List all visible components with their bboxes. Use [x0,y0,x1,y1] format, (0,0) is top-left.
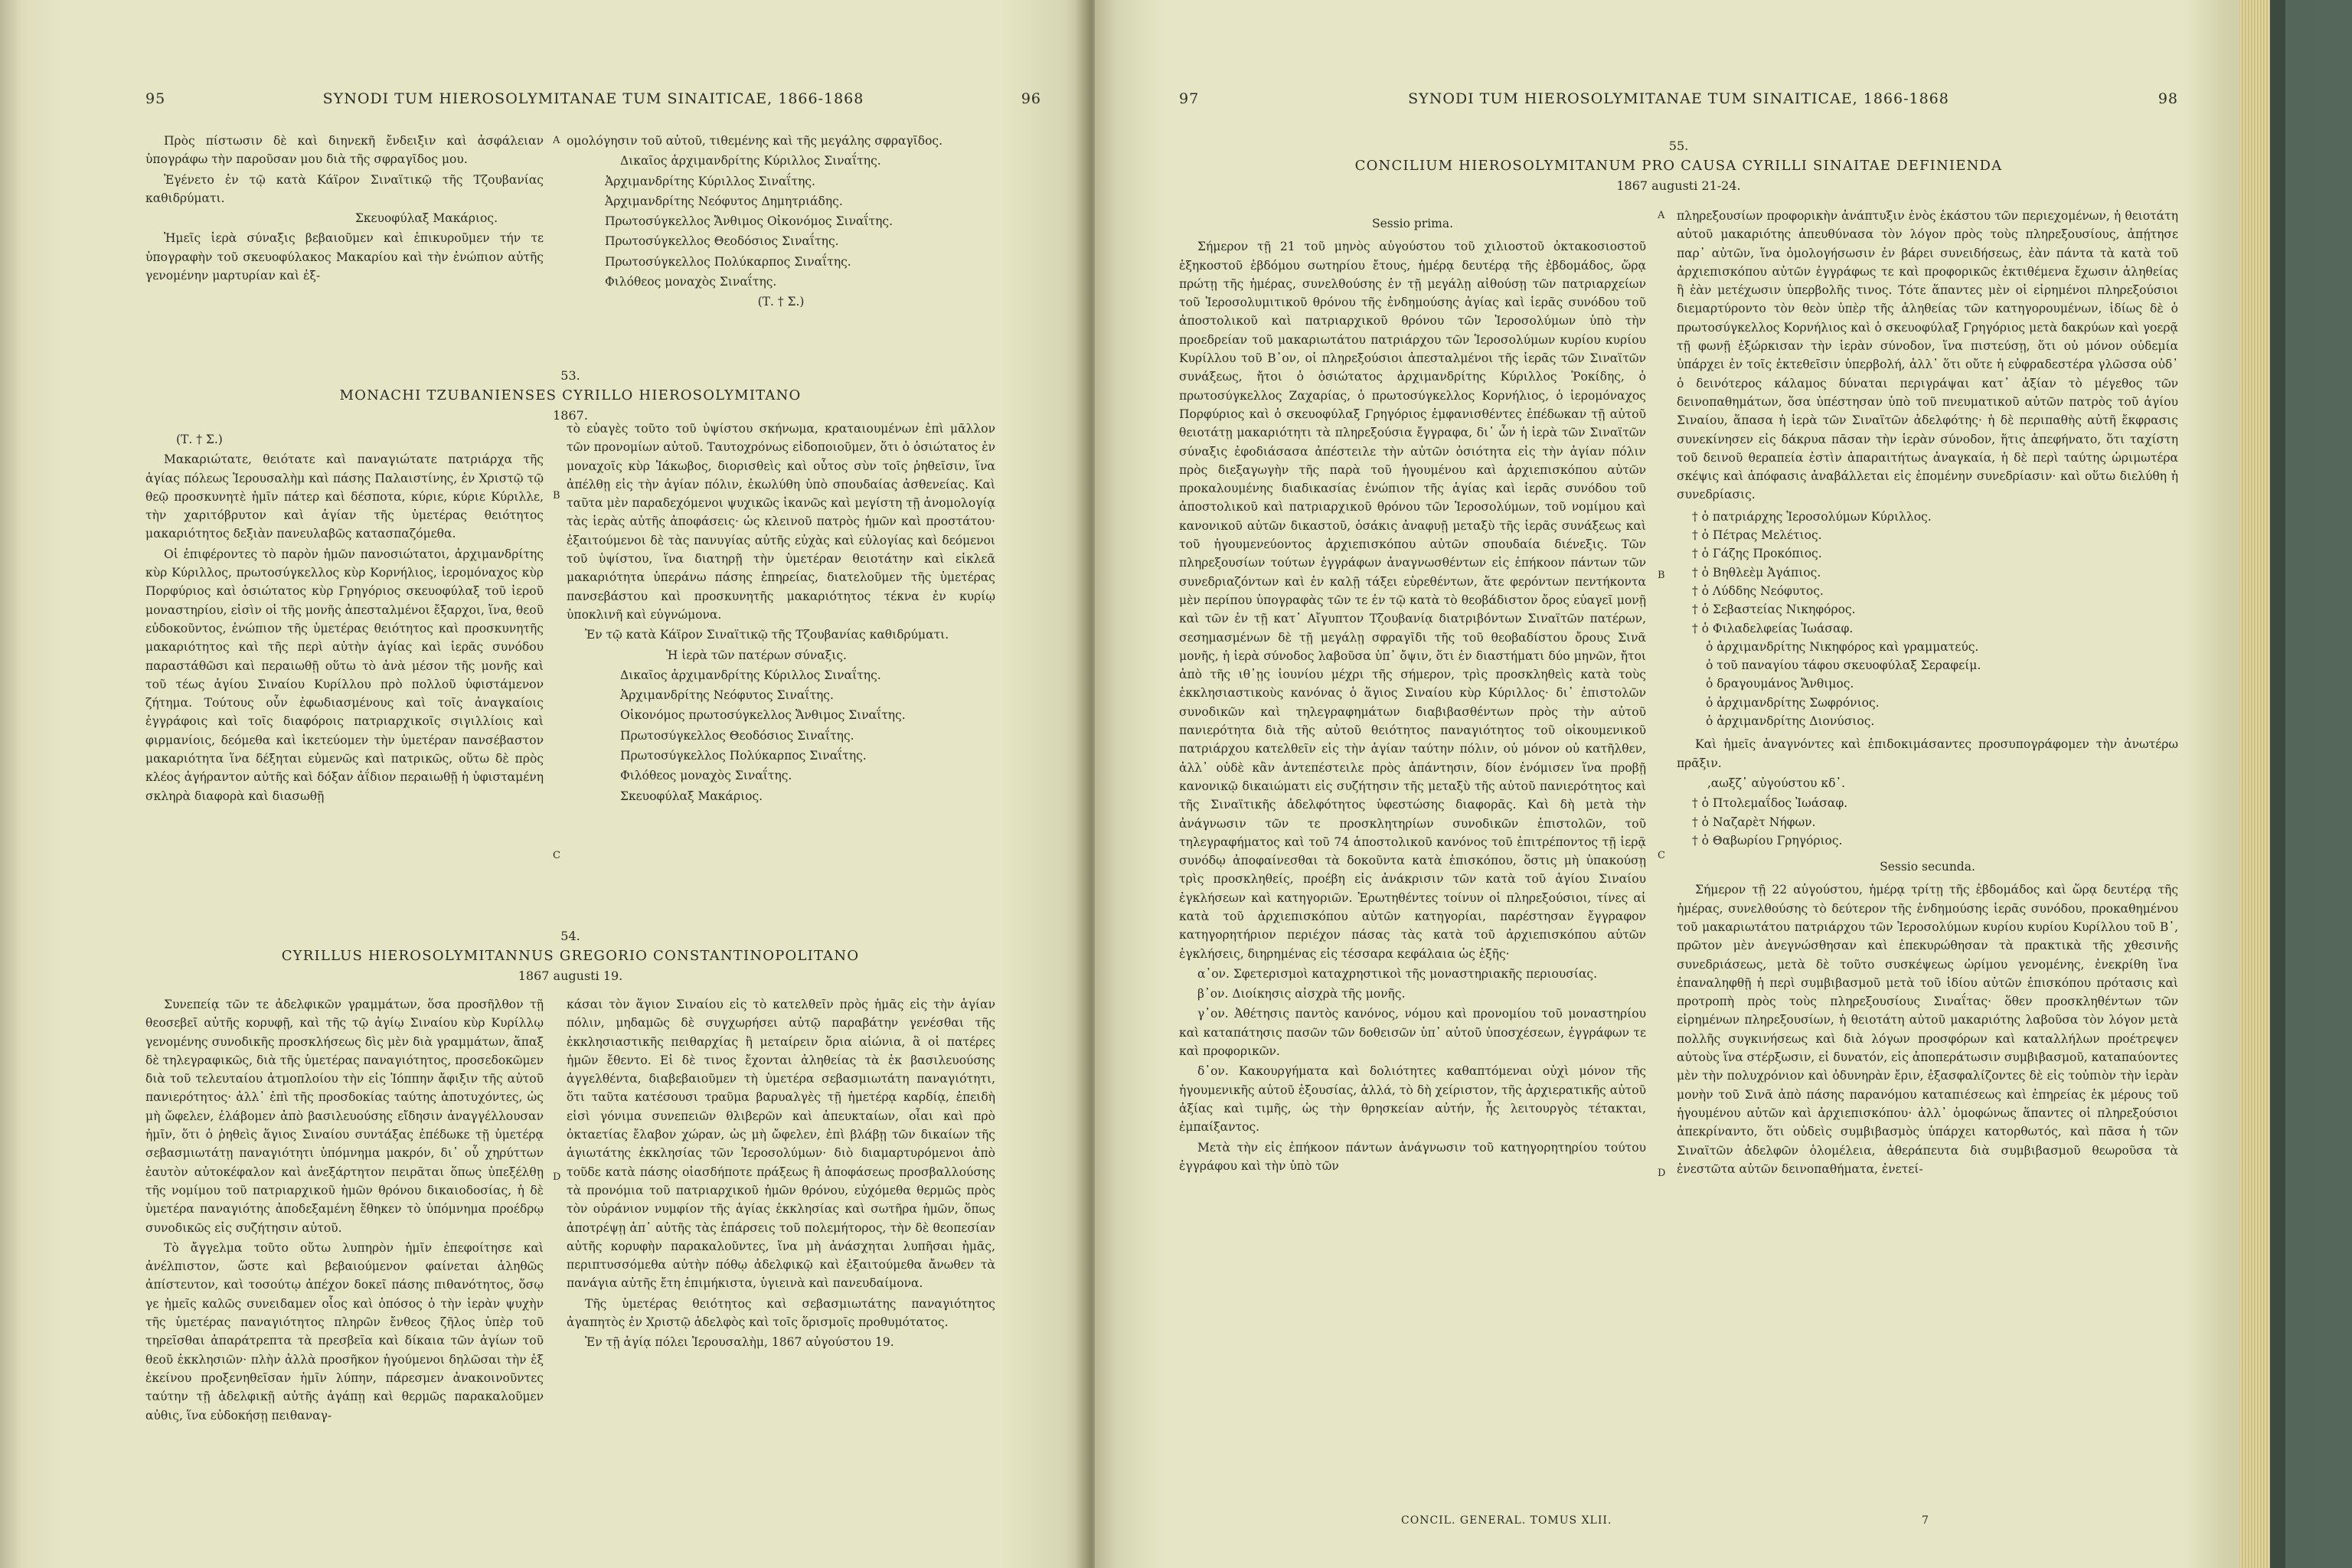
signature-line: Ἀρχιμανδρίτης Νεόφυτος Σιναΐτης. [620,688,834,703]
signatory: † ὁ Βηθλεὲμ Ἀγάπιος. [1692,565,1821,580]
document-date: 1867 augusti 19. [518,969,623,983]
signatory: † ὁ Λύδδης Νεόφυτος. [1692,583,1824,598]
paragraph: Τῆς ὑμετέρας θειότητος καὶ σεβασμιωτάτης παναγιότητος ἀγαπητὸς ἐν Χριστῷ ἀδελφὸς καὶ τοῖς ὅρισμοῖς προθυμότατος. [567,1296,995,1330]
paragraph: Συνεπείᾳ τῶν τε ἀδελφικῶν γραμμάτων, ὅσα προσῆλθον τῇ θεοσεβεῖ αὐτῆς κορυφῇ, καὶ τῆς τῷ ἁγίῳ Σιναίου κὺρ Κυρίλλῳ γενομένης συνοδικῆς προσκλήσεως δὶς μὲν διὰ γραμμάτων, ἅπαξ δὲ τηλεγραφικῶς, διὰ τῆς ὑμετέρας παναγιότητος, προσεδοκῶμεν διὰ τοῦ τελευταίου ἀτμοπλοίου τὴν εἰς Ἰόππην ἄφιξιν τῆς αὐτοῦ πανιερότητος· ἀλλ᾽ ἐπὶ τῆς προσδοκίας ταύτης ἀποτυχόντες, ὡς μὴ ὤφελεν, ἐλάβομεν ἀπὸ βασιλευούσης εἴδησιν ἀναγγέλλουσαν ἡμῖν, ὅτι ὁ ῥηθεὶς ἅγιος Σιναίου συντάξας ἐπέδωκε τῇ ὑμετέρᾳ σεβασμιωτάτῃ παναγιότητι ὑπόμνημα μακρόν, δι᾽ οὗ χηρύττων ἑαυτὸν αὐτοκέφαλον καὶ ἀνεξάρτητον πειρᾶται ὅπως ὑπεξέλθῃ τῆς νομίμου τοῦ πατριαρχικοῦ ἡμῶν θρόνου δικαιοδοσίας, ἡ δὲ ὑμετέρα παναγιότης ἀποδεξαμένη ἔθηκεν τὸ ὑπόμνημα προέδρῳ συνοδικῶς εἰς συζήτησιν αὐτοῦ. [145,998,544,1235]
paragraph: τὸ εὐαγὲς τοῦτο τοῦ ὑψίστου σκήνωμα, κραταιουμένων ἐπὶ μᾶλλον τῶν προνομίων αὐτοῦ. Ταυτοχρόνως εἰδοποιοῦμεν, ὅτι ὁ ὁσιώτατος ἐν μοναχοῖς κὺρ Ἰάκωβος, διορισθεὶς καὶ οὗτος σὺν τοῖς ῥηθεῖσιν, ἵνα ἀπέλθῃ εἰς τὴν ἁγίαν πόλιν, ἐκωλύθη ὑπὸ σπουδαίας ἀσθενείας. Καὶ ταῦτα μὲν παραδεχόμενοι ψυχικῶς ἱκανῶς καὶ μεγίστη τῇ ἀνομολογίᾳ τὰς ἱερὰς αὐτῆς ἀποφάσεις· ὡς κλεινοῦ πατρὸς ἡμῶν καὶ προστάτου· ἐξαιτούμενοι δὲ τὰς πανυγίας αὐτῆς εὐχὰς καὶ εὐλογίας καὶ δεόμενοι τοῦ ὑψίστου, ἵνα διατηρῇ τὴν ὑμετέραν θειοτάτην καὶ εἰκλεᾶ μακαριότητα ὑπεράνω πάσης ἐπηρείας, διατελοῦμεν τῆς ὑμετέρας πανσεβάστου καὶ προσκυνητῆς μακαριότητος τέκνα ἐν κυρίῳ ὑποκλινῆ καὶ εὐγνώμονα. [567,422,995,622]
signatory: † ὁ πατριάρχης Ἱεροσολύμων Κύριλλος. [1692,509,1932,524]
signatory: † ὁ Θαβωρίου Γρηγόριος. [1692,833,1843,848]
list-item: δ᾽ον. Κακουργήματα καὶ δολιότητες καθαπτόμεναι οὐχὶ μόνον τῆς ἡγουμενικῆς αὐτοῦ ἐξουσίας, ἀλλά, τὸ δὴ χείριστον, τῆς ἀρχιερατικῆς αὐτοῦ ἀξίας καὶ τιμῆς, ὡς τὴν θρησκείαν αὐτήν, ἧς λειτουργὸς τέτακται, ἐμπαίξαντος. [1179,1064,1646,1135]
document-heading [145,926,995,986]
column [567,132,995,313]
signature-line: Δικαῖος ἀρχιμανδρίτης Κύριλλος Σιναΐτης. [620,154,881,168]
paragraph: Ἐγένετο ἐν τῷ κατὰ Κάϊρον Σιναϊτικῷ τῆς Τζουβανίας καθιδρύματι. [145,172,544,205]
document-title: CYRILLUS HIEROSOLYMITANNUS GREGORIO CONSTANTINOPOLITANO [281,948,860,964]
right-running-head [1179,90,2178,112]
signature-line: Ἀρχιμανδρίτης Κύριλλος Σιναΐτης. [605,174,815,188]
signature-line: Πρωτοσύγκελλος Θεοδόσιος Σιναΐτης. [620,728,854,743]
column [145,430,544,807]
signatory-list [1677,794,2178,850]
document-number: 55. [1668,139,1689,153]
paragraph: κάσαι τὸν ἅγιον Σιναίου εἰς τὸ κατελθεῖν πρὸς ἡμᾶς εἰς τὴν ἁγίαν πόλιν, μηδαμῶς δὲ συγχωρήσει αὐτῷ παραβάτην γενέσθαι τῆς ἐκκλησιαστικῆς πειθαρχίας ἢ μεταίρειν ὅρια αἰώνια, ἃ οἱ πατέρες ἡμῶν ἔθεντο. Εἰ δὲ τινος ἔχονται ἀληθείας τὰ ἐκ βασιλευούσης ἀγγελθέντα, διαβεβαιοῦμεν τὴ ὑμετέρα σεβασμιωτάτη παναγιότητι, ὅτι ταῦτα κατέσουσι τραῦμα βαρυαλγὲς τῇ ἡμετέρᾳ καρδίᾳ, ἐπειδὴ εἰσὶ γόνιμα συνεπειῶν θλιβερῶν καὶ ἀπευκταίων, οἷαι καὶ πρὸ ὀκταετίας ἔλαβον χώραν, ὡς μὴ ὤφελεν, ἐπὶ βλάβῃ τῶν δικαίων τῆς ἁγιωτάτης ἐκκλησίας τῶν Ἱεροσολύμων· διὸ διαμαρτυρόμενοι ἀπὸ τοῦδε κατὰ πάσης οἱασδήποτε πράξεως ἢ ἀποφάσεως προσβαλλούσης τὰ προνόμια τοῦ πατριαρχικοῦ ἡμῶν θρόνου, εὐχόμεθα θερμῶς πρὸς τὸν οὐράνιον νυμφίον τῆς ἁγίας ἐκκλησίας καὶ σωτῆρα ἡμῶν, ὅπως ἀποτρέψῃ ἀπ᾽ αὐτῆς τὰς ἐπάρσεις τοῦ πολεμήτορος, τὴν δὲ θεοπεσίαν αὐτῆς κορυφὴν παρακαλοῦντες, ἵνα μὴ ἀνάσχηται λυπῆσαι ἡμᾶς, περιπτυσσόμεθα αὐτὴν πόθῳ ἀδελφικῷ καὶ ἐξαιτούμεθα ἄνωθεν τὰ πανάγια αὐτῆς ἔτη ἐπιμήκιστα, ὑγιεινὰ καὶ πανευδαίμονα. [567,998,995,1291]
column [567,420,995,807]
paragraph: Σήμερον τῇ 21 τοῦ μηνὸς αὐγούστου τοῦ χιλιοστοῦ ὀκτακοσιοστοῦ ἑξηκοστοῦ ἑβδόμου σωτηρίου ἔτους, ἡμέρᾳ δευτέρᾳ τῆς ἑβδομάδος, ὥρᾳ πρώτῃ τῆς ἡμέρας, συνελθούσης ἐν τῇ μεγάλῃ αἰθούσῃ τῶν πατριαρχείων τοῦ Ἱεροσολυμιτικοῦ θρόνου τῆς ἐνδημούσης ἁγίας καὶ ἱερᾶς συνόδου τοῦ ἀποστολικοῦ καὶ πατριαρχικοῦ θρόνου τῶν Ἱεροσολύμων ὑπὸ τὴν προεδρείαν τοῦ μακαριωτάτου πατριάρχου τῶν Ἱεροσολύμων κυρίου κυρίου Κυρίλλου τοῦ Β᾽ον, οἱ πληρεξούσιοι ἀπεσταλμένοι τῆς ἱερᾶς τῶν Σιναϊτῶν συνάξεως, ἤτοι ὁ ὁσιώτατος ἀρχιμανδρίτης Κύριλλος Ῥοκίδης, ὁ πρωτοσύγκελλος Ζαχαρίας, ὁ πρωτοσύγκελλος Κορνήλιος, ὁ ἱερομόναχος Πορφύριος καὶ ὁ σκευοφύλαξ Γρηγόριος ἐμφανισθέντες ἐπέδωκαν τῇ αὐτοῦ θειοτάτῃ μακαριότητι τὰ πληρεξούσια ἔγγραφα, δι᾽ ὧν ἡ ἱερὰ τῶν Σιναϊτῶν σύναξις ἐφοδιάσασα ἀπέστειλε τὴν αὐτῶν ὁσιότητα εἰς τὴν ἁγίαν πόλιν πρὸς διεξαγωγὴν τῆς παρὰ τοῦ ἡγουμένου καὶ ἀρχιεπισκόπου αὐτῶν προκαλουμένης διαδικασίας ἐνώπιον τῆς ἁγίας καὶ ἱερᾶς συνόδου τοῦ ἀποστολικοῦ καὶ πατριαρχικοῦ θρόνου τῶν Ἱεροσολύμων, τοῦ νομίμου καὶ κανονικοῦ αὐτῶν δικαστοῦ, ὁσάκις ἀναφυῇ μεταξὺ τῆς ἱερᾶς συνάξεως καὶ τοῦ ἡγουμενεύοντος ἀρχιεπισκόπου αὐτῶν σπουδαία διένεξις. Τῶν πληρεξουσίων τούτων ἐγγράφων ἀναγνωσθέντων εἰς ἐπήκοον πάντων τῶν συνεδριαζόντων καὶ ἐν καλῇ τάξει εὑρεθέντων, ἅτε φερόντων πεντήκοντα μὲν περίπου ὑπογραφὰς τῶν τε ἐν τῷ κατὰ τὸ θεοβάδιστον ὄρος εὐαγεῖ μονῇ καὶ τῶν ἐν τῇ κατ᾽ Αἴγυπτον Τζουβανίᾳ διατριβόντων Σιναϊτῶν πατέρων, σεσημασμένων δὲ τῇ μεγάλῃ σφραγῖδι τῆς τοῦ θεοβαδίστου ὄρους Σινᾶ μονῆς, ἡ ἱερὰ σύνοδος λαβοῦσα ὑπ᾽ ὄψιν, ὅτι ἐν διαστήματι δύο μηνῶν, ἤτοι ἀπὸ τῆς ιθ᾽ῃς ἰουνίου μέχρι τῆς σήμερον, τρὶς προσκληθεὶς κατὰ τοὺς ἐκκλησιαστικοὺς κανόνας ὁ ἅγιος Σιναίου κὺρ Κύριλλος· δι᾽ ἐπιστολῶν συνοδικῶν καὶ τηλεγραφημάτων διαβιβασθέντων πρὸς τὴν αὐτοῦ πανιερότητα διὰ τῆς αὐτοῦ θειότητος παναγιότητος τοῦ οἰκουμενικοῦ πατριάρχου κατελθεῖν εἰς τὴν ἁγίαν ταύτην πόλιν, οὐ μόνον οὐ κατῆλθεν, ἀλλ᾽ οὐδὲ κἂν ἀντεπέστειλε πρὸς ἀπάντησιν, δίον ἐνόμισεν ἵνα προβῇ κανονικῷ δικαιώματι εἰς συζήτησιν τῆς μεταξὺ τῆς αὐτοῦ πανιερότητος καὶ τῆς Σιναϊτικῆς ἀδελφότητος ὑφεστώσης διαφορᾶς. Καὶ δὴ μετὰ τὴν ἀνάγνωσιν τῶν τε προσκλητηρίων συνοδικῶν ἐπιστολῶν, τοῦ τηλεγραφήματος καὶ τοῦ 74 ἀποστολικοῦ κανόνος τοῦ ἐπιτρέποντος τῇ ἱερᾷ συνόδῳ ἀποφαίνεσθαι τὰ δοκοῦντα κατὰ ἐπισκόπου, ὅστις μὴ ὑπακούσῃ τρὶς προσκληθείς, προέβη εἰς ἀνάκρισιν τῶν κατὰ τοῦ ἁγίου Σιναίου ἐγκλήσεων καὶ κατηγοριῶν. Ἐρωτηθέντες τοίνυν οἱ πληρεξούσιοι, τίνες αἱ κατὰ τοῦ ἀρχιεπισκόπου αὐτῶν κατηγορίαι, παρέστησαν ἔγγραφον κατηγορητήριον περιέχον πάσας τὰς κατὰ τοῦ ἀρχιεπισκόπου αὐτῶν ἐγκλήσεις, διηρημένας εἰς τέσσαρα κεφάλαια ὡς ἑξῆς· [1179,240,1646,961]
page-number: 98 [2158,90,2178,107]
signature-line: Φιλόθεος μοναχὸς Σιναΐτης. [620,769,792,783]
left-running-head [145,90,1041,112]
paragraph: ομολόγησιν τοῦ αὐτοῦ, τιθεμένης καὶ τῆς μεγάλης σφραγῖδος. [567,134,943,148]
column [1179,214,1646,1177]
signatory: † ὁ Ναζαρὲτ Νήφων. [1692,815,1816,829]
document-number: 53. [560,368,580,383]
paragraph: Ἐν τῇ ἁγίᾳ πόλει Ἱερουσαλὴμ, 1867 αὐγούστου 19. [585,1335,894,1350]
document-number: 54. [560,929,580,943]
list-item: γ᾽ον. Ἀθέτησις παντὸς κανόνος, νόμου καὶ προνομίου τοῦ μοναστηρίου καὶ καταπάτησις πασῶν τῶν δοθεισῶν ὑπ᾽ αὐτοῦ ὑποσχέσεων, ἐγγράφων τε καὶ προφορικῶν. [1179,1007,1646,1059]
paragraph: Οἱ ἐπιφέροντες τὸ παρὸν ἡμῶν πανοσιώτατοι, ἀρχιμανδρίτης κὺρ Κύριλλος, πρωτοσύγκελλος κὺρ Κορνήλιος, ἱερομόναχος κὺρ Πορφύριος καὶ ὁσιώτατος κὺρ Γρηγόριος σκευοφύλαξ τοῦ ἱεροῦ μοναστηρίου, εἰσὶν οἱ τῆς μονῆς ἀπεσταλμένοι ἔξαρχοι, ἵνα, θεοῦ εὐδοκοῦντος, ἐνώπιον τῆς ὑμετέρας θειότητος καὶ προσκυνητῆς μακαριότητος καὶ τῆς περὶ αὐτὴν ἁγίας καὶ ἱερᾶς συνόδου παραστάθῶσι καὶ περαιωθῇ οὕτω τὸ ἀνὰ μέσον τῆς μονῆς καὶ τοῦ τέως ἁγίου Σιναίου Κυρίλλου πρὸ πολλοῦ ὑφιστάμενον ζήτημα. Τούτους οὖν ἐφωδιασμένους καὶ τοῖς ἀναγκαίοις ἐγγράφοις καὶ τοῖς διαφόροις πατριαρχικοῖς σιγιλλίοις καὶ φιρμανίοις, δεόμεθα καὶ ἱκετεύομεν τὴν ὑμετέραν πανσέβαστον μακαριότητα ἵνα δέξηται εὐμενῶς καὶ πατρικῶς, οὕτω δὲ πρὸς κλέος ἀγήραντον αὐτῆς καὶ δόξαν ἀΐδιον περαιωθῇ ἡ ὑφισταμένη σκληρὰ διαφορὰ καὶ διασωθῇ [145,547,544,803]
signature-line: Σκευοφύλαξ Μακάριος. [620,789,763,803]
signatory: † ὁ Πτολεμαΐδος Ἰωάσαφ. [1692,796,1848,811]
paragraph: Ἡμεῖς ἱερὰ σύναξις βεβαιοῦμεν καὶ ἐπικυροῦμεν τήν τε ὑπογραφὴν τοῦ σκευοφύλακος Μακαρίου καὶ τὴν ἐνώπιον αὐτῆς γενομένην μαρτυρίαν καὶ ἐξ- [145,231,544,283]
document-date: 1867. [553,408,588,423]
document-date: 1867 augusti 21-24. [1616,178,1741,193]
list-item: β᾽ον. Διοίκησις αἰσχρὰ τῆς μονῆς. [1197,987,1406,1001]
seal-mark: (Τ. † Σ.) [176,433,223,446]
paragraph: Ἐν τῷ κατὰ Κάϊρον Σιναϊτικῷ τῆς Τζουβανίας καθιδρύματι. [585,628,949,642]
paragraph: Τὸ ἄγγελμα τοῦτο οὕτω λυπηρὸν ἡμῖν ἐπεφοίτησε καὶ ἀνέλπιστον, ὥστε καὶ βεβαιούμενον φαίνεται ἀληθῶς ἀπίστευτον, καὶ τοσούτῳ ἀπέχον δοκεῖ πάσης πιθανότητος, ὅσῳ γε ἡμεῖς καλῶς συνειδαμεν οἷος καὶ ὁπόσος ὁ τὴν ἱερὰν ψυχὴν τῆς ὑμετέρας παναγιότητος πληρῶν ἔνθεος ζῆλος ὑπὲρ τοῦ τηρεῖσθαι ἀπαράτρεπτα τὰ πρεσβεῖα καὶ δίκαια τῶν ἁγίων τοῦ θεοῦ ἐκκλησιῶν· πλὴν ἀλλὰ προσῆκον ἡγούμενοι δηλῶσαι τὴν ἐξ ἐκείνου προξενηθεῖσαν ἡμῖν λύπην, πάρεσμεν ἀνακοινοῦντες ταύτην τῇ ἀδελφικῇ αὐτῆς ἀγάπῃ καὶ θερμῶς παρακαλοῦμεν αὐθις, ἵνα εὐδοκήσῃ πειθαναγ- [145,1240,544,1423]
column [1677,207,2178,1180]
column [567,995,995,1354]
signatory: ὁ τοῦ παναγίου τάφου σκευοφύλαξ Σεραφείμ. [1706,658,1981,673]
document-title: CONCILIUM HIEROSOLYMITANUM PRO CAUSA CYRILLI SINAITAE DEFINIENDA [1354,158,2003,174]
signatory-list [1677,508,2178,731]
signature-line: Πρωτοσύγκελλος Πολύκαρπος Σιναΐτης. [605,254,851,269]
column [145,995,544,1426]
signatory: † ὁ Φιλαδελφείας Ἰωάσαφ. [1692,621,1854,635]
paragraph: Καὶ ἡμεῖς ἀναγνόντες καὶ ἐπιδοκιμάσαντες προσυπογράφομεν τὴν ἀνωτέρω πρᾶξιν. [1677,737,2178,770]
margin-marker: B [553,490,560,501]
signatory: † ὁ Σεβαστείας Νικηφόρος. [1692,603,1856,617]
list-item: α᾽ον. Σφετερισμοὶ καταχρηστικοὶ τῆς μοναστηριακῆς περιουσίας. [1197,966,1598,981]
paragraph: Μετὰ τὴν εἰς ἐπήκοον πάντων ἀνάγνωσιν τοῦ κατηγορητηρίου τούτου ἐγγράφου καὶ τὴν ὑπὸ τῶν [1179,1140,1646,1173]
signature-line: Πρωτοσύγκελλος Θεοδόσιος Σιναΐτης. [605,234,839,249]
signatory: † ὁ Πέτρας Μελέτιος. [1692,528,1822,543]
signature-line: Ἀρχιμανδρίτης Νεόφυτος Δημητριάδης. [605,194,843,208]
section-heading: Sessio prima. [1371,217,1454,230]
signature-line: Δικαῖος ἀρχιμανδρίτης Κύριλλος Σιναΐτης. [620,668,881,682]
page-number: 95 [145,90,166,107]
running-title: SYNODI TUM HIEROSOLYMITANAE TUM SINAITICAE, 1866-1868 [322,90,864,107]
margin-marker: D [553,1171,561,1183]
signature-line: Σκευοφύλαξ Μακάριος. [354,211,498,226]
signature-line: Πρωτοσύγκελλος Ἄνθιμος Οἰκονόμος Σιναΐτης. [605,214,893,229]
paragraph: Πρὸς πίστωσιν δὲ καὶ διηνεκῆ ἔνδειξιν καὶ ἀσφάλειαν ὑπογράφω τὴν παροῦσαν μου διὰ τῆς σφραγῖδος μου. [145,134,544,167]
signatory: ὁ ἀρχιμανδρίτης Σωφρόνιος. [1706,695,1880,710]
footer-signature: CONCIL. GENERAL. TOMUS XLII. [1401,1514,1612,1527]
signature-line: Ἡ ἱερὰ τῶν πατέρων σύναξις. [666,648,847,662]
document-heading [1179,136,2178,196]
paragraph: Σήμερον τῇ 22 αὐγούστου, ἡμέρᾳ τρίτῃ τῆς ἑβδομάδος καὶ ὥρᾳ δευτέρᾳ τῆς ἡμέρας, συνελθούσης τὸ δεύτερον τῆς ἐνδημούσης ἱερᾶς συνόδου, προκαθημένου τοῦ μακαριωτάτου πατριάρχου τῶν Ἱεροσολύμων κυρίου κυρίου Κυρίλλου τοῦ Β᾽, πρῶτον μὲν ἀνεγνώσθησαν καὶ ἐπεκυρώθησαν τὰ πρακτικὰ τῆς χθεσινῆς συνεδριάσεως, μετὰ δὲ τοῦτο συσκέψεως ὡρίμου γενομένης, ἐνεκρίθη ἵνα ἐπαναληφθῇ ἡ περὶ συμβιβασμοῦ μετὰ τοῦ ἰδίου αὐτῶν ἐπισκόπου πρότασις καὶ προτροπὴ πρὸς τοὺς πληρεξουσίους Σιναΐτας· ὅθεν προσκληθέντων τῶν εἰρημένων πληρεξουσίων, ἡ θειοτάτη αὐτοῦ μακαριότης λαβοῦσα τὸν λόγον μετὰ πολλῆς συγκινήσεως καὶ διὰ λόγων προσφόρων καὶ καταλλήλων προέτρεψεν αὐτοὺς ἵνα στέρξωσιν, εἰ δυνατόν, εἰς ἀποπεράτωσιν συμβιβασμοῦ, καταπαύοντες μὲν τὴν πολυχρόνιον καὶ ὀδυνηρὰν ἔριν, ἐξασφαλίζοντες δὲ εἰς τοὐπιὸν τὴν ἱερὰν μονὴν τοῦ Σινᾶ ἀπὸ πάσης παρανόμου καταπιέσεως καὶ ἐπηρείας ἐκ μέρους τοῦ ἡγουμένου αὐτῶν καὶ ἀρχιεπισκόπου· ἀλλ᾽ ὁμοφώνως ἅπαντες οἱ πληρεξούσιοι ἀπεκρίναντο, ὅτι οὐδεὶς συμβιβασμὸς ὑπάρχει κατορθωτός, καὶ πᾶσα ἡ τῶν Σιναϊτῶν ἀδελφῶν ὁλομέλεια, ἀθεράπευτα διὰ συμβιβασμοῦ θεωροῦσα τὰ ἐνεστῶτα αὐτῶν δεινοπαθήματα, ἐνετεί- [1677,883,2178,1176]
page-edges [2239,0,2270,1568]
seal-mark: (Τ. † Σ.) [757,295,805,309]
signatory: ὁ ἀρχιμανδρίτης Διονύσιος. [1706,714,1875,729]
left-page [0,0,1087,1568]
document-heading [145,366,995,426]
paragraph: Μακαριώτατε, θειότατε καὶ παναγιώτατε πατριάρχα τῆς ἁγίας πόλεως Ἱερουσαλὴμ καὶ πάσης Παλαιστίνης, ἐν Χριστῷ τῷ θεῷ προσκυνητὲ ἡμῖν πάτερ καὶ δέσποτα, κύριε, κύριε Κύριλλε, τὴν χαριτόβρυτον καὶ ἁγίαν τῆς ὑμετέρας θειότητος μακαριότητος δεξιὰν πανευλαβῶς κατασπαζόμεθα. [145,452,544,541]
margin-marker: C [553,850,560,861]
right-page [1095,0,2239,1568]
margin-marker: A [553,135,560,146]
margin-marker: C [1658,850,1665,861]
margin-marker: D [1658,1168,1666,1179]
signatory: ὁ δραγουμάνος Ἄνθιμος. [1706,677,1854,691]
signature-line: Πρωτοσύγκελλος Πολύκαρπος Σιναΐτης. [620,749,867,763]
page-number: 96 [1021,90,1041,107]
signature-line: Φιλόθεος μοναχὸς Σιναΐτης. [605,275,777,289]
column [145,132,544,286]
footer-signature-number: 7 [1922,1514,1929,1527]
page-number: 97 [1179,90,1200,107]
book-cover-edge [2270,0,2285,1568]
signature-line: Οἰκονόμος πρωτοσύγκελλος Ἄνθιμος Σιναΐτης. [620,708,906,723]
date-line: ,αωξζ᾽ αὐγούστου κδ᾽. [1707,776,1846,790]
signatory: ὁ ἀρχιμανδρίτης Νικηφόρος καὶ γραμματεύς. [1706,639,1979,654]
signatory: † ὁ Γάζης Προκόπιος. [1692,547,1822,561]
running-title: SYNODI TUM HIEROSOLYMITANAE TUM SINAITICAE, 1866-1868 [1408,90,1949,107]
margin-marker: A [1658,210,1665,221]
section-heading: Sessio secunda. [1880,860,1975,874]
margin-marker: B [1658,570,1665,581]
paragraph: πληρεξουσίων προφορικὴν ἀνάπτυξιν ἑνὸς ἑκάστου τῶν περιεχομένων, ἡ θειοτάτη αὐτοῦ μακαριότης ἀπευθύνασα τὸν λόγον πρὸς τοὺς πληρεξουσίους, ἀπῄτησε παρ᾽ αὐτῶν, ἵνα ὁμολογήσωσιν ἐν βάρει συνειδήσεως, ἐὰν πάντα τὰ κατὰ τοῦ ἀρχιεπισκόπου αὐτῶν ἐγγράφως τε καὶ προφορικῶς ἐκτιθέμενα ἔχωσιν ἀληθείας ἢ ἐὰν μετέχωσιν ὑπερβολῆς τινος. Τότε ἅπαντες μὲν οἱ εἰρημένοι πληρεξούσιοι διεμαρτύροντο τὸν θεὸν ὑπὲρ τῆς ἀληθείας τῶν κατηγορουμένων, ἰδίως δὲ ὁ πρωτοσύγκελλος Κορνήλιος καὶ ὁ σκευοφύλαξ Γρηγόριος μετὰ δακρύων καὶ γοερᾷ τῇ φωνῇ ἐξώρκισαν τὴν ἱερὰν σύνοδον, ἵνα πιστεύσῃ, ὅτι οὐ μόνον οὐδεμία ὑπάρχει ἐν τοῖς ἐκτεθεῖσιν ὑπερβολή, ἀλλ᾽ ὅτι οὔτε ἡ εὐφραδεστέρα γλῶσσα οὐδ᾽ ὁ δεινότερος κάλαμος δύναται περιγράψαι κατ᾽ ἀξίαν τὸ μέγεθος τῶν δεινοπαθημάτων, ὅσα ὑπέστησαν ὑπὸ τοῦ πνευματικοῦ αὐτῶν πατρὸς τοῦ ἁγίου Σιναίου, ἅπασα ἡ ἱερὰ τῶν Σιναϊτῶν ἀδελφότης· ἡ δὲ περιπαθὴς αὐτῆ ἔκφρασις συνεκίνησεν εἰς δάκρυα πᾶσαν τὴν ἱερὰν σύνοδον, ἥτις ἀπεφήνατο, ὅτι ταχίστη τοῦ δεινοῦ θεραπεία ἐστὶν ἀπαραιτήτως ἀναγκαία, ἡ δὲ περὶ ταύτης ὡριμωτέρα σκέψις καὶ ἀπόφασις ἀναβάλλεται εἰς ἐπομένην συνεδρίασιν· καὶ οὕτω διελύθη ἡ συνεδρίασις. [1677,209,2178,502]
document-title: MONACHI TZUBANIENSES CYRILLO HIEROSOLYMITANO [339,387,802,403]
